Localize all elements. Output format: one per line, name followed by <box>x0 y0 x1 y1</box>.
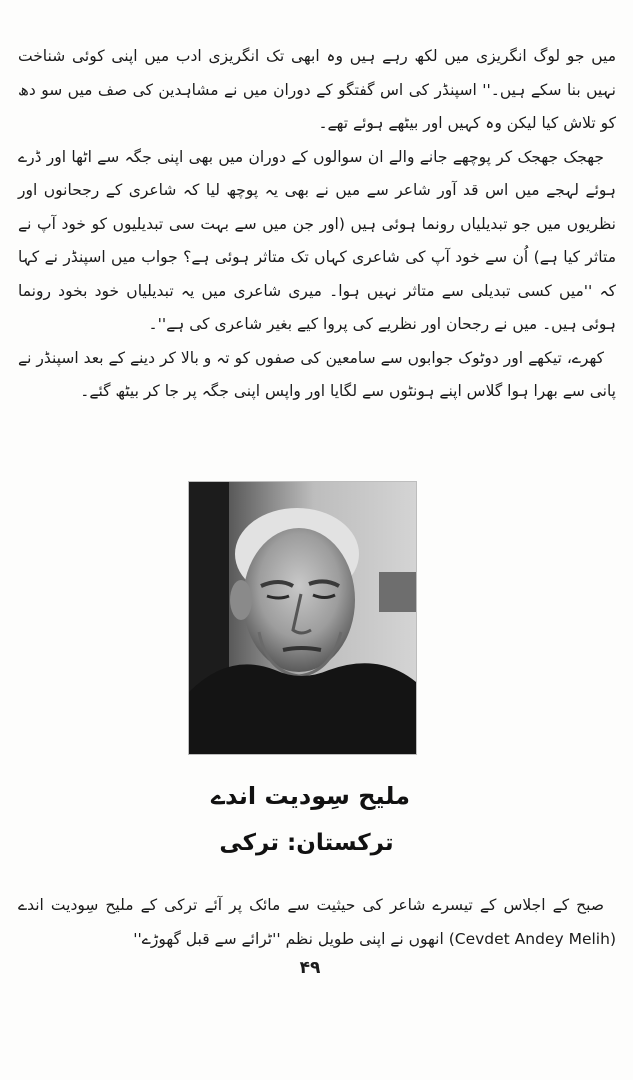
paragraph-answer-aftermath: کھرے، تیکھے اور دوٹوک جوابوں سے سامعین کی صفوں کو تہ و بالا کر دینے کے بعد اسپنڈر نے پانی سے بھرا ہوا گلاس اپنے ہونٹوں سے لگایا اور واپس اپنی جگہ پر جا کر بیٹھ گئے۔ <box>18 348 616 400</box>
portrait-photo <box>188 481 417 755</box>
paragraph-opening: میں جو لوگ انگریزی میں لکھ رہے ہیں وہ ابھی تک انگریزی ادب میں اپنی کوئی شناخت نہیں بنا سکے ہیں۔'' اسپنڈر کی اس گفتگو کے دوران میں نے مشاہدین کی صف میں سو دھ کو تلاش کیا لیکن وہ کہیں اور بیٹھے ہوئے تھے۔ <box>18 47 616 132</box>
poet-country-caption: ترکستان: ترکی <box>219 830 394 856</box>
body-text-bottom <box>18 888 616 956</box>
poet-name-caption: ملیح سِودیت اندے <box>210 782 410 810</box>
portrait-illustration <box>189 482 416 754</box>
paragraph-question: جھجک جھجک کر پوچھے جانے والے ان سوالوں کے دوران میں بھی اپنی جگہ سے اٹھا اور ڈرے ہوئے لہجے میں اس قد آور شاعر سے میں نے بھی یہ پوچھ لیا کہ شاعری کے رجحانوں اور نظریوں میں جو تبدیلیاں رونما ہوئی ہیں (اور جن میں سے بہت سی تبدیلیوں کو خود آپ نے متاثر کیا ہے) اُن سے خود آپ کی شاعری کہاں تک متاثر ہوئی ہے؟ جواب میں اسپنڈر نے کہا کہ ''میں کسی تبدیلی سے متاثر نہیں ہوا۔ میری شاعری میں یہ تبدیلیاں خود بخود رونما ہوئی ہیں۔ میں نے رجحان اور نظریے کی پروا کیے بغیر شاعری کی ہے''۔ <box>18 147 616 333</box>
page-number: ۴۹ <box>299 958 321 978</box>
body-text-top <box>18 40 616 409</box>
paragraph-next-poet: صبح کے اجلاس کے تیسرے شاعر کی حیثیت سے مائک پر آئے ترکی کے ملیح سِودیت اندے (Cevdet Andey Melih) انھوں نے اپنی طویل نظم ''ٹرائے سے قبل گھوڑے'' <box>18 896 616 948</box>
